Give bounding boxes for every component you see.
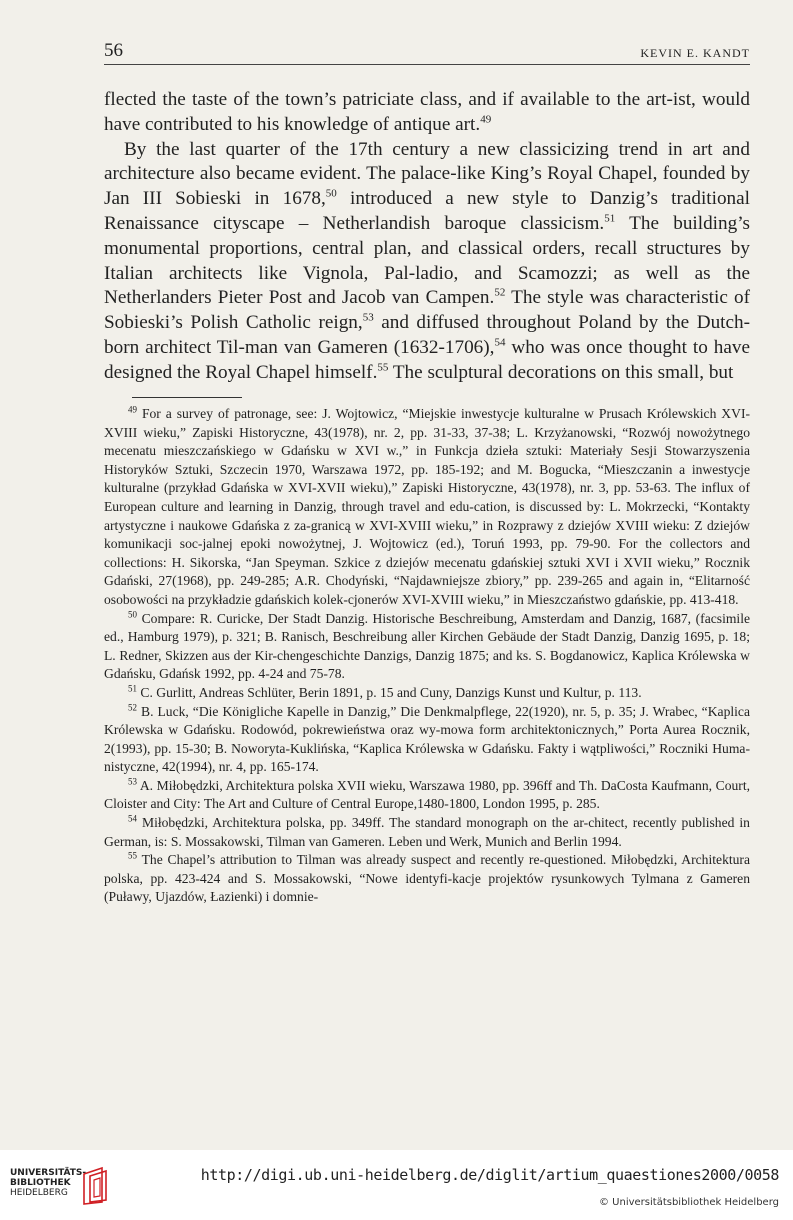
footnote-ref: 51 [604, 212, 616, 225]
library-footer [0, 1150, 793, 1220]
footnote-ref: 50 [325, 187, 337, 200]
footnotes [104, 405, 750, 907]
footnote-ref: 53 [362, 311, 374, 324]
footnote-ref: 54 [494, 336, 506, 349]
page-header [104, 40, 750, 65]
copyright: © Universitätsbibliothek Heidelberg [598, 1197, 779, 1208]
footnote-ref: 49 [480, 113, 492, 126]
footnote: $^{55}$ The Chapel’s attribution to Tilman was already suspect and recently re-questioned. Miłobędzki, Architektura polska, pp. 423-424 and S. Mossakowski, “Nowe identyfi-kacje projektów rysunkowych Tylmana z Gameren (Puławy, Ujazdów, Łazienki) i domnie- [104, 850, 750, 905]
footnote: $^{52}$ B. Luck, “Die Königliche Kapelle in Danzig,” Die Denkmalpflege, 22(1920), nr. 5, p. 35; J. Wrabec, “Kaplica Królewska w Gdańsku. Rodowód, pokrewieństwa oraz wy-mowa form architektonicznych,” Porta Aurea Rocznik, 2(1993), pp. 15-30; B. Noworyta-Kuklińska, “Kaplica Królewska w Gdańsku. Fakty i wątpliwości,” Roczniki Huma-nistyczne, 42(1994), nr. 4, pp. 165-174. [104, 701, 750, 775]
page-number: 56 [104, 40, 123, 61]
footnote-ref: 52 [494, 286, 506, 299]
body-text [104, 88, 750, 386]
paragraph-1: flected the taste of the town’s patriciate class, and if available to the art-ist, would have contributed to his knowledge of antique art.$^{49}$ [104, 89, 750, 135]
digital-copy-url[interactable]: http://digi.ub.uni-heidelberg.de/diglit/artium_quaestiones2000/0058 [200, 1166, 779, 1184]
footnote: $^{50}$ Compare: R. Curicke, Der Stadt Danzig. Historische Beschreibung, Amsterdam and Danzig, 1687, (facsimile ed., Hamburg 1979), p. 321; B. Ranisch, Beschreibung aller Kirchen Gebäude der Stadt Danzig, Danzig 1695, p. 18; L. Redner, Skizzen aus der Kir-chengeschichte Danzigs, Danzig 1875; and ks. S. Bogdanowicz, Kaplica Królewska w Gdańsku, Gdańsk 1992, pp. 4-24 and 75-78. [104, 609, 751, 682]
footnote-ref: 55 [377, 361, 389, 374]
footnote: $^{53}$ A. Miłobędzki, Architektura polska XVII wieku, Warszawa 1980, pp. 396ff and Th. DaCosta Kaufmann, Court, Cloister and City: The Art and Culture of Central Europe,1480-1800, London 1995, p. 285. [104, 776, 750, 812]
library-name: UNIVERSITÄTS- BIBLIOTHEK HEIDELBERG [10, 1168, 87, 1198]
library-logo-icon [80, 1166, 110, 1206]
footnote: $^{54}$ Miłobędzki, Architektura polska, pp. 349ff. The standard monograph on the ar-chitect, recently published in German, is: S. Mossakowski, Tilman van Gameren. Leben und Werk, Munich and Berlin 1994. [104, 813, 750, 849]
footnote-divider [132, 397, 242, 398]
footnote: $^{49}$ For a survey of patronage, see: J. Wojtowicz, “Miejskie inwestycje kulturalne w Prusach Królewskich XVI-XVIII wieku,” Zapiski Historyczne, 43(1978), nr. 2, pp. 31-33, 37-38; L. Krzyżanowski, “Rozwój nowożytnego mecenatu mieszczańskiego w Gdańsku w XVI w.,” in Funkcja dzieła sztuki: Materiały Sesji Stowarzyszenia Historyków Sztuki, Szczecin 1970, Warszawa 1972, pp. 185-192; and M. Bogucka, “Mieszczanin a inwestycje kulturalne (przykład Gdańska w XVI-XVII wieku),” Zapiski Historyczne, 43(1978), nr. 3, pp. 53-63. The influx of European culture and learning in Danzig, through travel and edu-cation, is discussed by: L. Mokrzecki, “Kontakty artystyczne i naukowe Gdańska z za-granicą w XVI-XVIII wieku,” in Rozprawy z dziejów XVIII wieku: Z dziejów komunikacji soc-jalnej epoki nowożytnej, J. Wojtowicz (ed.), Toruń 1993, pp. 79-90. For the collectors and collections: H. Sikorska, “Jan Speyman. Szkice z dziejów mecenatu gdańskiej sztuki XVI i XVII wieku,” Rocznik Gdański, 27(1968), pp. 249-285; A.R. Chodyński, “Najdawniejsze zbiory,” pp. 239-265 and again in, “Elitarność osobowości na przykładzie gdańskich kolek-cjonerów XVI-XVIII wieku,” in Mieszczaństwo gdańskie, pp. 413-418. [104, 404, 750, 607]
footnote: $^{51}$ C. Gurlitt, Andreas Schlüter, Berin 1891, p. 15 and Cuny, Danzigs Kunst und Kultur, p. 113. [128, 683, 642, 700]
running-head: KEVIN E. KANDT [640, 46, 750, 60]
paragraph-2: By the last quarter of the 17th century a new classicizing trend in art and architecture also became evident. The palace-like King’s Royal Chapel, founded by Jan III Sobieski in 1678,50 introduced a new style to Danzig’s traditional Renaissance cityscape – Netherlandish baroque classicism.$^{51}$ The building’s monumental proportions, central plan, and classical orders, recall structures by Italian architects like Vignola, Pal-ladio, and Scamozzi; as well as the Netherlanders Pieter Post and Jacob van Campen.$^{52}$ The style was characteristic of Sobieski’s Polish Catholic reign,$^{53}$ and diffused throughout Poland by the Dutch-born architect Til-man van Gameren (1632-1706),$^{54}$ who was once thought to have designed the Royal Chapel himself.$^{55}$ The sculptural decorations on this small, but [104, 138, 750, 383]
